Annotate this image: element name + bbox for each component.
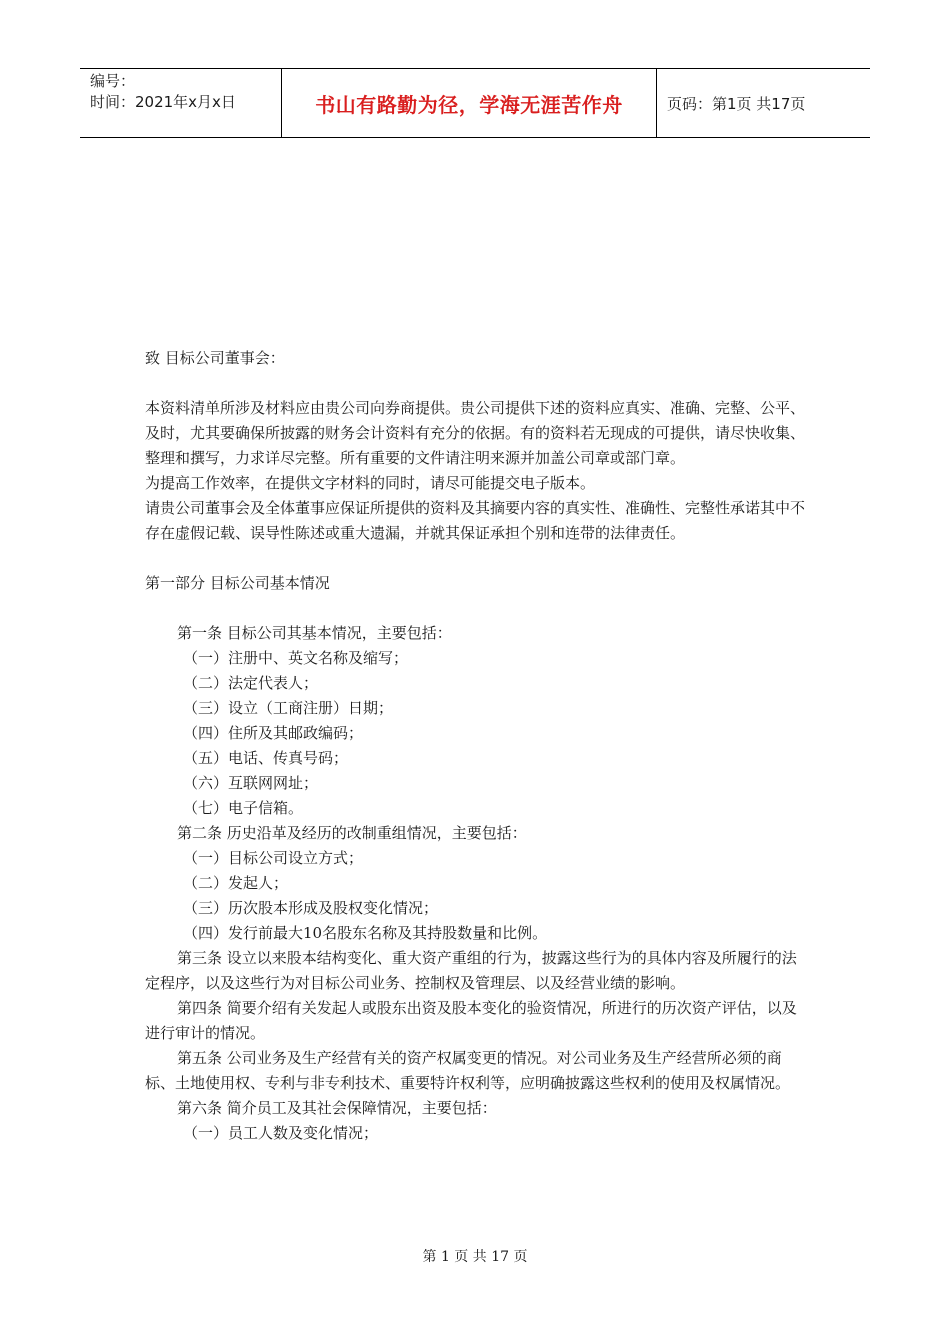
article-item: （二）法定代表人； bbox=[183, 674, 319, 692]
article-item: （六）互联网网址； bbox=[183, 774, 319, 792]
number-label: 编号： bbox=[90, 72, 136, 90]
intro-paragraph: 请贵公司董事会及全体董事应保证所提供的资料及其摘要内容的真实性、准确性、完整性承诺其中不存在虚假记载、误导性陈述或重大遗漏，并就其保证承担个别和连带的法律责任。 bbox=[145, 499, 806, 542]
page-header bbox=[80, 68, 870, 138]
page-footer: 第 1 页 共 17 页 bbox=[422, 1249, 528, 1265]
header-motto: 书山有路勤为径，学海无涯苦作舟 bbox=[282, 69, 657, 137]
date-label: 时间：2021年x月x日 bbox=[90, 93, 236, 111]
article-title: 第二条 历史沿革及经历的改制重组情况，主要包括： bbox=[177, 824, 527, 842]
header-meta bbox=[80, 69, 282, 137]
article-item: （五）电话、传真号码； bbox=[183, 749, 349, 767]
article-item: （二）发起人； bbox=[183, 874, 289, 892]
article-paragraph: 第五条 公司业务及生产经营有关的资产权属变更的情况。对公司业务及生产经营所必须的商标、土地使用权、专利与非专利技术、重要特许权利等，应明确披露这些权利的使用及权属情况。 bbox=[145, 1049, 791, 1092]
part-title: 第一部分 目标公司基本情况 bbox=[145, 574, 330, 592]
article-item: （四）发行前最大10名股东名称及其持股数量和比例。 bbox=[183, 924, 548, 942]
article-title: 第一条 目标公司其基本情况，主要包括： bbox=[177, 624, 452, 642]
article-item: （一）员工人数及变化情况； bbox=[183, 1124, 379, 1142]
article-title: 第六条 简介员工及其社会保障情况，主要包括： bbox=[177, 1099, 497, 1117]
article-paragraph: 第三条 设立以来股本结构变化、重大资产重组的行为，披露这些行为的具体内容及所履行的法定程序，以及这些行为对目标公司业务、控制权及管理层、以及经营业绩的影响。 bbox=[145, 949, 797, 992]
header-page-info: 页码：第1页 共17页 bbox=[667, 94, 806, 113]
article-item: （四）住所及其邮政编码； bbox=[183, 724, 364, 742]
article-item: （一）注册中、英文名称及缩写； bbox=[183, 649, 409, 667]
article-item: （七）电子信箱。 bbox=[183, 799, 304, 817]
intro-paragraph: 本资料清单所涉及材料应由贵公司向券商提供。贵公司提供下述的资料应真实、准确、完整、公平、及时，尤其要确保所披露的财务会计资料有充分的依据。有的资料若无现成的可提供，请尽快收集、整理和撰写，力求详尽完整。所有重要的文件请注明来源并加盖公司章或部门章。 bbox=[145, 399, 806, 467]
article-item: （三）设立（工商注册）日期； bbox=[183, 699, 394, 717]
salutation: 致 目标公司董事会： bbox=[145, 349, 285, 367]
article-paragraph: 第四条 简要介绍有关发起人或股东出资及股本变化的验资情况，所进行的历次资产评估，以及进行审计的情况。 bbox=[145, 999, 797, 1042]
intro-paragraph: 为提高工作效率，在提供文字材料的同时，请尽可能提交电子版本。 bbox=[145, 474, 596, 492]
article-item: （三）历次股本形成及股权变化情况； bbox=[183, 899, 439, 917]
document-body bbox=[145, 346, 810, 1146]
article-item: （一）目标公司设立方式； bbox=[183, 849, 364, 867]
